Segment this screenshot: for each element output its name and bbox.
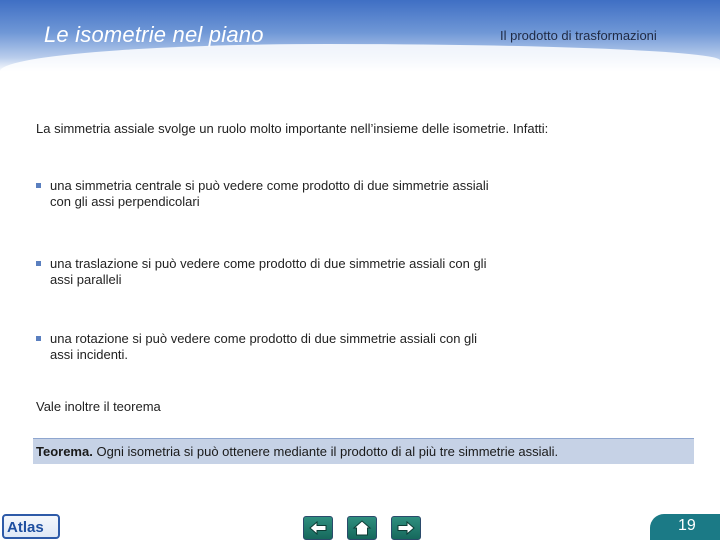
arrow-right-icon — [392, 517, 420, 539]
home-icon — [348, 517, 376, 539]
back-button[interactable] — [303, 516, 333, 540]
theorem-text: Ogni isometria si può ottenere mediante il prodotto di al più tre simmetrie assiali. — [92, 444, 559, 459]
atlas-logo[interactable] — [2, 514, 60, 539]
theorem-intro: Vale inoltre il teorema — [36, 399, 161, 414]
theorem-box — [33, 438, 694, 464]
bullet-line-2: con gli assi perpendicolari — [50, 194, 200, 209]
atlas-logo-mark — [4, 516, 58, 537]
bullet-item — [36, 178, 536, 210]
bullet-square-icon — [36, 183, 41, 188]
bullet-square-icon — [36, 336, 41, 341]
logo-text: Atlas — [7, 519, 44, 536]
page-number: 19 — [678, 517, 696, 534]
bullet-item — [36, 331, 536, 363]
bullet-line-1: una traslazione si può vedere come prodotto di due simmetrie assiali con gli — [50, 256, 487, 271]
bullet-line-2: assi paralleli — [50, 272, 122, 287]
next-button[interactable] — [391, 516, 421, 540]
section-subtitle: Il prodotto di trasformazioni — [500, 28, 657, 43]
bullet-line-1: una rotazione si può vedere come prodotto di due simmetrie assiali con gli — [50, 331, 478, 346]
bullet-line-2: assi incidenti. — [50, 347, 129, 362]
arrow-left-icon — [304, 517, 332, 539]
theorem-label: Teorema. — [36, 444, 93, 459]
bullet-item — [36, 256, 536, 288]
header-swoosh — [0, 44, 720, 84]
intro-text: La simmetria assiale svolge un ruolo molto importante nell’insieme delle isometrie. Infatti: — [36, 121, 549, 136]
bullet-line-1: una simmetria centrale si può vedere come prodotto di due simmetrie assiali — [50, 178, 489, 193]
home-button[interactable] — [347, 516, 377, 540]
slide-title: Le isometrie nel piano — [44, 22, 264, 47]
bullet-square-icon — [36, 261, 41, 266]
